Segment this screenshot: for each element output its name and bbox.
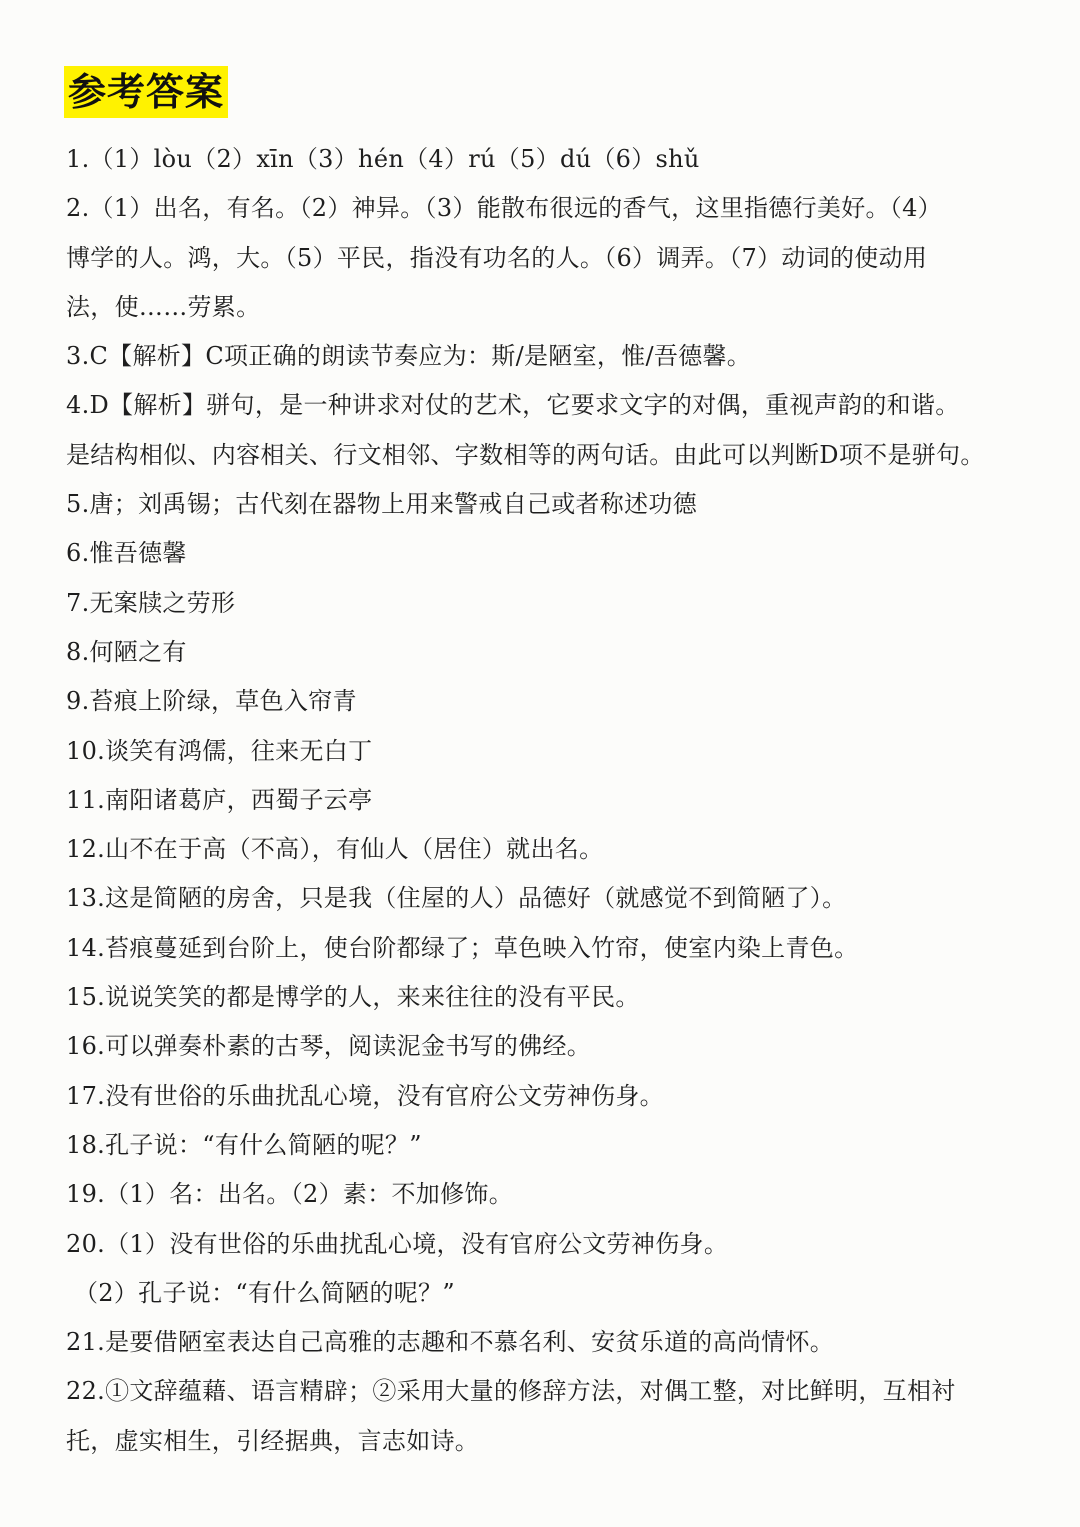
title-block xyxy=(64,66,228,118)
answer-line-11: 11.南阳诸葛庐，西蜀子云亭 xyxy=(66,785,373,814)
answer-line-3: 3.C【解析】C项正确的朗读节奏应为：斯/是陋室，惟/吾德馨。 xyxy=(66,342,752,371)
answer-line-21: 21.是要借陋室表达自己高雅的志趣和不慕名利、安贫乐道的高尚情怀。 xyxy=(66,1328,835,1357)
answer-line-10: 10.谈笑有鸿儒，往来无白丁 xyxy=(66,736,373,765)
answer-line-16: 16.可以弹奏朴素的古琴，阅读泥金书写的佛经。 xyxy=(66,1032,592,1061)
answer-line-19: 19.（1）名：出名。（2）素：不加修饰。 xyxy=(66,1180,514,1209)
answer-line-7: 7.无案牍之劳形 xyxy=(66,588,236,617)
answer-line-13: 13.这是简陋的房舍，只是我（住屋的人）品德好（就感觉不到简陋了）。 xyxy=(66,884,847,913)
answer-line-6: 6.惟吾德馨 xyxy=(66,539,187,568)
page-title: 参考答案 xyxy=(64,66,228,118)
answer-line-1: 1.（1）lòu（2）xīn（3）hén（4）rú（5）dú（6）shǔ xyxy=(66,145,700,173)
answer-line-2c: 法，使……劳累。 xyxy=(66,292,261,321)
answer-line-22a: 22.①文辞蕴藉、语言精辟；②采用大量的修辞方法，对偶工整，对比鲜明，互相衬 xyxy=(66,1377,956,1406)
answer-line-20a: 20.（1）没有世俗的乐曲扰乱心境，没有官府公文劳神伤身。 xyxy=(66,1229,729,1258)
answer-line-17: 17.没有世俗的乐曲扰乱心境，没有官府公文劳神伤身。 xyxy=(66,1081,664,1110)
answer-line-5: 5.唐；刘禹锡；古代刻在器物上用来警戒自己或者称述功德 xyxy=(66,490,697,519)
answer-line-4b: 是结构相似、内容相关、行文相邻、字数相等的两句话。由此可以判断D项不是骈句。 xyxy=(66,440,985,469)
answer-line-14: 14.苔痕蔓延到台阶上，使台阶都绿了；草色映入竹帘，使室内染上青色。 xyxy=(66,933,859,962)
answer-line-4a: 4.D【解析】骈句，是一种讲求对仗的艺术，它要求文字的对偶，重视声韵的和谐。 xyxy=(66,391,960,420)
answer-list xyxy=(66,135,1016,1466)
answer-line-12: 12.山不在于高（不高），有仙人（居住）就出名。 xyxy=(66,835,604,864)
answer-line-9: 9.苔痕上阶绿，草色入帘青 xyxy=(66,687,357,716)
answer-line-8: 8.何陋之有 xyxy=(66,637,187,666)
answer-line-2a: 2.（1）出名，有名。（2）神异。（3）能散布很远的香气，这里指德行美好。（4） xyxy=(66,194,942,223)
answer-line-18: 18.孔子说：“有什么简陋的呢？” xyxy=(66,1130,422,1159)
answer-line-22b: 托，虚实相生，引经据典，言志如诗。 xyxy=(66,1426,480,1455)
answer-line-15: 15.说说笑笑的都是博学的人，来来往往的没有平民。 xyxy=(66,983,640,1012)
answer-line-20b: （2）孔子说：“有什么简陋的呢？” xyxy=(74,1278,455,1307)
answer-line-2b: 博学的人。鸿，大。（5）平民，指没有功名的人。（6）调弄。（7）动词的使动用 xyxy=(66,243,928,272)
